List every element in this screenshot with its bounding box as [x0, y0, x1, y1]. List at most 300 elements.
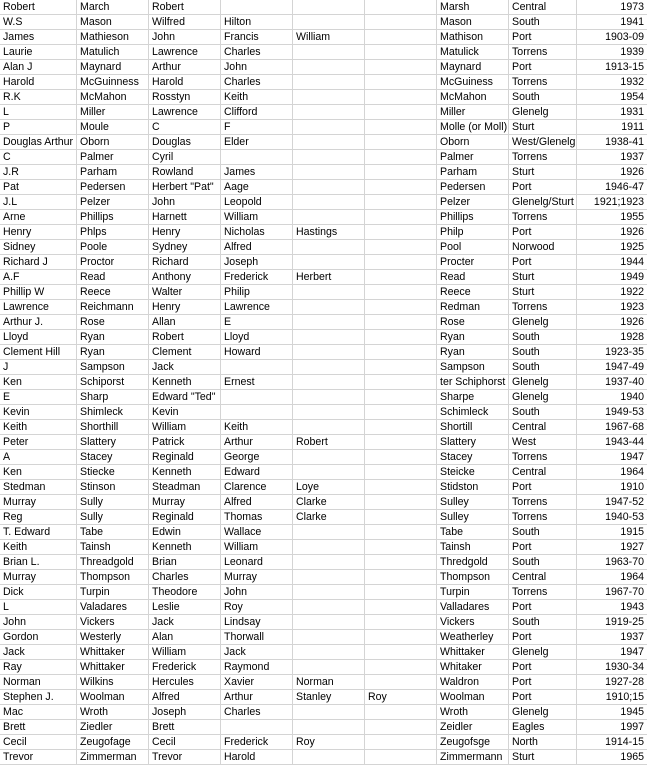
registered-surname-cell[interactable]: Rose [437, 315, 509, 330]
club-cell[interactable]: Glenelg [509, 315, 577, 330]
registered-surname-cell[interactable]: Sharpe [437, 390, 509, 405]
surname-cell[interactable]: Reichmann [77, 300, 149, 315]
third-name-cell[interactable] [293, 525, 365, 540]
year-cell[interactable]: 1925 [577, 240, 647, 255]
surname-cell[interactable]: Oborn [77, 135, 149, 150]
surname-cell[interactable]: Whittaker [77, 645, 149, 660]
second-name-cell[interactable]: Joseph [221, 255, 293, 270]
third-name-cell[interactable]: Stanley [293, 690, 365, 705]
first-name-cell[interactable]: Clement [149, 345, 221, 360]
fourth-name-cell[interactable] [365, 120, 437, 135]
second-name-cell[interactable]: John [221, 60, 293, 75]
fourth-name-cell[interactable] [365, 315, 437, 330]
fourth-name-cell[interactable] [365, 570, 437, 585]
year-cell[interactable]: 1923-35 [577, 345, 647, 360]
third-name-cell[interactable] [293, 375, 365, 390]
surname-cell[interactable]: Read [77, 270, 149, 285]
surname-cell[interactable]: Whittaker [77, 660, 149, 675]
club-cell[interactable]: Glenelg/Sturt [509, 195, 577, 210]
given-name-cell[interactable]: Phillip W [0, 285, 77, 300]
first-name-cell[interactable]: Edward "Ted" [149, 390, 221, 405]
third-name-cell[interactable]: Clarke [293, 495, 365, 510]
surname-cell[interactable]: Sampson [77, 360, 149, 375]
first-name-cell[interactable]: Murray [149, 495, 221, 510]
second-name-cell[interactable]: Francis [221, 30, 293, 45]
fourth-name-cell[interactable] [365, 465, 437, 480]
third-name-cell[interactable] [293, 240, 365, 255]
given-name-cell[interactable]: Alan J [0, 60, 77, 75]
surname-cell[interactable]: Shimleck [77, 405, 149, 420]
given-name-cell[interactable]: Brett [0, 720, 77, 735]
third-name-cell[interactable] [293, 90, 365, 105]
surname-cell[interactable]: Matulich [77, 45, 149, 60]
club-cell[interactable]: South [509, 15, 577, 30]
registered-surname-cell[interactable]: Miller [437, 105, 509, 120]
second-name-cell[interactable]: Thomas [221, 510, 293, 525]
second-name-cell[interactable]: Leonard [221, 555, 293, 570]
first-name-cell[interactable]: Harold [149, 75, 221, 90]
year-cell[interactable]: 1932 [577, 75, 647, 90]
given-name-cell[interactable]: Cecil [0, 735, 77, 750]
third-name-cell[interactable] [293, 600, 365, 615]
club-cell[interactable]: Torrens [509, 495, 577, 510]
club-cell[interactable]: Glenelg [509, 390, 577, 405]
surname-cell[interactable]: Valadares [77, 600, 149, 615]
registered-surname-cell[interactable]: Redman [437, 300, 509, 315]
third-name-cell[interactable] [293, 705, 365, 720]
year-cell[interactable]: 1949-53 [577, 405, 647, 420]
year-cell[interactable]: 1927 [577, 540, 647, 555]
second-name-cell[interactable]: Nicholas [221, 225, 293, 240]
first-name-cell[interactable]: Joseph [149, 705, 221, 720]
third-name-cell[interactable] [293, 390, 365, 405]
third-name-cell[interactable] [293, 720, 365, 735]
club-cell[interactable]: Port [509, 675, 577, 690]
registered-surname-cell[interactable]: Read [437, 270, 509, 285]
club-cell[interactable]: Torrens [509, 585, 577, 600]
club-cell[interactable]: South [509, 330, 577, 345]
given-name-cell[interactable]: Harold [0, 75, 77, 90]
year-cell[interactable]: 1947-49 [577, 360, 647, 375]
second-name-cell[interactable]: Alfred [221, 495, 293, 510]
second-name-cell[interactable]: William [221, 210, 293, 225]
first-name-cell[interactable]: Jack [149, 615, 221, 630]
year-cell[interactable]: 1947 [577, 645, 647, 660]
surname-cell[interactable]: Stinson [77, 480, 149, 495]
second-name-cell[interactable]: Thorwall [221, 630, 293, 645]
first-name-cell[interactable]: Kenneth [149, 375, 221, 390]
fourth-name-cell[interactable] [365, 375, 437, 390]
club-cell[interactable]: Sturt [509, 270, 577, 285]
registered-surname-cell[interactable]: Thredgold [437, 555, 509, 570]
year-cell[interactable]: 1955 [577, 210, 647, 225]
first-name-cell[interactable]: John [149, 30, 221, 45]
third-name-cell[interactable] [293, 285, 365, 300]
second-name-cell[interactable]: William [221, 540, 293, 555]
second-name-cell[interactable]: Arthur [221, 435, 293, 450]
registered-surname-cell[interactable]: Pedersen [437, 180, 509, 195]
club-cell[interactable]: Port [509, 480, 577, 495]
third-name-cell[interactable] [293, 465, 365, 480]
given-name-cell[interactable]: E [0, 390, 77, 405]
second-name-cell[interactable] [221, 0, 293, 15]
surname-cell[interactable]: Stacey [77, 450, 149, 465]
third-name-cell[interactable] [293, 450, 365, 465]
fourth-name-cell[interactable] [365, 600, 437, 615]
fourth-name-cell[interactable] [365, 30, 437, 45]
club-cell[interactable]: Sturt [509, 120, 577, 135]
club-cell[interactable]: South [509, 405, 577, 420]
year-cell[interactable]: 1965 [577, 750, 647, 765]
surname-cell[interactable]: Phlps [77, 225, 149, 240]
fourth-name-cell[interactable] [365, 405, 437, 420]
fourth-name-cell[interactable] [365, 495, 437, 510]
second-name-cell[interactable] [221, 150, 293, 165]
club-cell[interactable]: Port [509, 60, 577, 75]
third-name-cell[interactable] [293, 45, 365, 60]
club-cell[interactable]: Central [509, 570, 577, 585]
registered-surname-cell[interactable]: Ryan [437, 330, 509, 345]
surname-cell[interactable]: McMahon [77, 90, 149, 105]
given-name-cell[interactable]: John [0, 615, 77, 630]
club-cell[interactable]: Torrens [509, 450, 577, 465]
third-name-cell[interactable] [293, 105, 365, 120]
fourth-name-cell[interactable] [365, 210, 437, 225]
fourth-name-cell[interactable] [365, 480, 437, 495]
club-cell[interactable]: South [509, 615, 577, 630]
third-name-cell[interactable] [293, 540, 365, 555]
given-name-cell[interactable]: Arne [0, 210, 77, 225]
fourth-name-cell[interactable] [365, 75, 437, 90]
year-cell[interactable]: 1937-40 [577, 375, 647, 390]
registered-surname-cell[interactable]: Sulley [437, 495, 509, 510]
third-name-cell[interactable] [293, 135, 365, 150]
second-name-cell[interactable]: Elder [221, 135, 293, 150]
registered-surname-cell[interactable]: Thompson [437, 570, 509, 585]
registered-surname-cell[interactable]: Weatherley [437, 630, 509, 645]
second-name-cell[interactable]: E [221, 315, 293, 330]
given-name-cell[interactable]: Henry [0, 225, 77, 240]
year-cell[interactable]: 1940 [577, 390, 647, 405]
second-name-cell[interactable]: James [221, 165, 293, 180]
second-name-cell[interactable]: Philip [221, 285, 293, 300]
year-cell[interactable]: 1926 [577, 315, 647, 330]
given-name-cell[interactable]: J [0, 360, 77, 375]
second-name-cell[interactable]: Alfred [221, 240, 293, 255]
fourth-name-cell[interactable] [365, 390, 437, 405]
registered-surname-cell[interactable]: Zeugofsge [437, 735, 509, 750]
first-name-cell[interactable]: Anthony [149, 270, 221, 285]
given-name-cell[interactable]: Laurie [0, 45, 77, 60]
year-cell[interactable]: 1915 [577, 525, 647, 540]
third-name-cell[interactable] [293, 555, 365, 570]
fourth-name-cell[interactable] [365, 660, 437, 675]
given-name-cell[interactable]: Lawrence [0, 300, 77, 315]
first-name-cell[interactable]: Frederick [149, 660, 221, 675]
fourth-name-cell[interactable] [365, 60, 437, 75]
first-name-cell[interactable]: Brian [149, 555, 221, 570]
second-name-cell[interactable]: Keith [221, 420, 293, 435]
second-name-cell[interactable]: Arthur [221, 690, 293, 705]
fourth-name-cell[interactable] [365, 90, 437, 105]
registered-surname-cell[interactable]: Woolman [437, 690, 509, 705]
year-cell[interactable]: 1967-70 [577, 585, 647, 600]
second-name-cell[interactable]: Wallace [221, 525, 293, 540]
club-cell[interactable]: Sturt [509, 165, 577, 180]
second-name-cell[interactable]: Jack [221, 645, 293, 660]
registered-surname-cell[interactable]: Reece [437, 285, 509, 300]
year-cell[interactable]: 1927-28 [577, 675, 647, 690]
second-name-cell[interactable]: Raymond [221, 660, 293, 675]
third-name-cell[interactable] [293, 345, 365, 360]
first-name-cell[interactable]: William [149, 645, 221, 660]
first-name-cell[interactable]: Douglas [149, 135, 221, 150]
third-name-cell[interactable] [293, 750, 365, 765]
second-name-cell[interactable]: Roy [221, 600, 293, 615]
first-name-cell[interactable]: Cyril [149, 150, 221, 165]
surname-cell[interactable]: Thompson [77, 570, 149, 585]
fourth-name-cell[interactable] [365, 450, 437, 465]
given-name-cell[interactable]: Richard J [0, 255, 77, 270]
first-name-cell[interactable]: Alfred [149, 690, 221, 705]
fourth-name-cell[interactable] [365, 225, 437, 240]
given-name-cell[interactable]: Ray [0, 660, 77, 675]
registered-surname-cell[interactable]: Palmer [437, 150, 509, 165]
first-name-cell[interactable]: C [149, 120, 221, 135]
registered-surname-cell[interactable]: Procter [437, 255, 509, 270]
year-cell[interactable]: 1944 [577, 255, 647, 270]
club-cell[interactable]: Port [509, 660, 577, 675]
given-name-cell[interactable]: A [0, 450, 77, 465]
given-name-cell[interactable]: Dick [0, 585, 77, 600]
year-cell[interactable]: 1910 [577, 480, 647, 495]
first-name-cell[interactable]: Theodore [149, 585, 221, 600]
surname-cell[interactable]: Sully [77, 510, 149, 525]
fourth-name-cell[interactable] [365, 510, 437, 525]
second-name-cell[interactable]: Ernest [221, 375, 293, 390]
given-name-cell[interactable]: James [0, 30, 77, 45]
given-name-cell[interactable]: Ken [0, 465, 77, 480]
first-name-cell[interactable]: Reginald [149, 450, 221, 465]
year-cell[interactable]: 1947 [577, 450, 647, 465]
first-name-cell[interactable]: Harnett [149, 210, 221, 225]
given-name-cell[interactable]: Gordon [0, 630, 77, 645]
year-cell[interactable]: 1914-15 [577, 735, 647, 750]
fourth-name-cell[interactable] [365, 540, 437, 555]
fourth-name-cell[interactable] [365, 45, 437, 60]
surname-cell[interactable]: Pelzer [77, 195, 149, 210]
fourth-name-cell[interactable] [365, 360, 437, 375]
surname-cell[interactable]: Westerly [77, 630, 149, 645]
year-cell[interactable]: 1954 [577, 90, 647, 105]
third-name-cell[interactable] [293, 615, 365, 630]
registered-surname-cell[interactable]: Sampson [437, 360, 509, 375]
first-name-cell[interactable]: Cecil [149, 735, 221, 750]
club-cell[interactable]: Central [509, 420, 577, 435]
year-cell[interactable]: 1928 [577, 330, 647, 345]
club-cell[interactable]: Central [509, 465, 577, 480]
registered-surname-cell[interactable]: Ryan [437, 345, 509, 360]
registered-surname-cell[interactable]: Whitaker [437, 660, 509, 675]
first-name-cell[interactable]: Hercules [149, 675, 221, 690]
given-name-cell[interactable]: Stedman [0, 480, 77, 495]
club-cell[interactable]: Sturt [509, 750, 577, 765]
registered-surname-cell[interactable]: Phillips [437, 210, 509, 225]
surname-cell[interactable]: Zeugofage [77, 735, 149, 750]
first-name-cell[interactable]: Herbert "Pat" [149, 180, 221, 195]
first-name-cell[interactable]: Arthur [149, 60, 221, 75]
registered-surname-cell[interactable]: Parham [437, 165, 509, 180]
club-cell[interactable]: Port [509, 540, 577, 555]
club-cell[interactable]: Port [509, 225, 577, 240]
second-name-cell[interactable]: Frederick [221, 735, 293, 750]
club-cell[interactable]: South [509, 345, 577, 360]
third-name-cell[interactable]: Hastings [293, 225, 365, 240]
fourth-name-cell[interactable] [365, 675, 437, 690]
registered-surname-cell[interactable]: Tabe [437, 525, 509, 540]
given-name-cell[interactable]: C [0, 150, 77, 165]
club-cell[interactable]: Glenelg [509, 645, 577, 660]
fourth-name-cell[interactable] [365, 285, 437, 300]
first-name-cell[interactable]: Henry [149, 225, 221, 240]
registered-surname-cell[interactable]: Oborn [437, 135, 509, 150]
third-name-cell[interactable]: Norman [293, 675, 365, 690]
year-cell[interactable]: 1903-09 [577, 30, 647, 45]
third-name-cell[interactable] [293, 15, 365, 30]
fourth-name-cell[interactable] [365, 420, 437, 435]
club-cell[interactable]: Torrens [509, 300, 577, 315]
year-cell[interactable]: 1938-41 [577, 135, 647, 150]
year-cell[interactable]: 1926 [577, 225, 647, 240]
surname-cell[interactable]: Palmer [77, 150, 149, 165]
year-cell[interactable]: 1923 [577, 300, 647, 315]
surname-cell[interactable]: Tabe [77, 525, 149, 540]
year-cell[interactable]: 1941 [577, 15, 647, 30]
given-name-cell[interactable]: Reg [0, 510, 77, 525]
fourth-name-cell[interactable] [365, 240, 437, 255]
club-cell[interactable]: Port [509, 690, 577, 705]
third-name-cell[interactable] [293, 120, 365, 135]
given-name-cell[interactable]: T. Edward [0, 525, 77, 540]
surname-cell[interactable]: Vickers [77, 615, 149, 630]
year-cell[interactable]: 1946-47 [577, 180, 647, 195]
year-cell[interactable]: 1937 [577, 630, 647, 645]
first-name-cell[interactable]: Rosstyn [149, 90, 221, 105]
surname-cell[interactable]: Parham [77, 165, 149, 180]
second-name-cell[interactable]: Frederick [221, 270, 293, 285]
first-name-cell[interactable]: Richard [149, 255, 221, 270]
given-name-cell[interactable]: Murray [0, 570, 77, 585]
second-name-cell[interactable] [221, 405, 293, 420]
surname-cell[interactable]: March [77, 0, 149, 15]
first-name-cell[interactable]: Wilfred [149, 15, 221, 30]
second-name-cell[interactable]: Keith [221, 90, 293, 105]
third-name-cell[interactable] [293, 330, 365, 345]
first-name-cell[interactable]: Kenneth [149, 465, 221, 480]
year-cell[interactable]: 1963-70 [577, 555, 647, 570]
registered-surname-cell[interactable]: Shortill [437, 420, 509, 435]
given-name-cell[interactable]: Murray [0, 495, 77, 510]
second-name-cell[interactable]: Charles [221, 45, 293, 60]
third-name-cell[interactable]: Roy [293, 735, 365, 750]
given-name-cell[interactable]: J.R [0, 165, 77, 180]
second-name-cell[interactable]: Howard [221, 345, 293, 360]
second-name-cell[interactable]: Murray [221, 570, 293, 585]
second-name-cell[interactable]: Xavier [221, 675, 293, 690]
club-cell[interactable]: Eagles [509, 720, 577, 735]
fourth-name-cell[interactable] [365, 615, 437, 630]
fourth-name-cell[interactable] [365, 255, 437, 270]
third-name-cell[interactable] [293, 585, 365, 600]
second-name-cell[interactable]: F [221, 120, 293, 135]
second-name-cell[interactable]: George [221, 450, 293, 465]
year-cell[interactable]: 1940-53 [577, 510, 647, 525]
fourth-name-cell[interactable] [365, 720, 437, 735]
registered-surname-cell[interactable]: Wroth [437, 705, 509, 720]
registered-surname-cell[interactable]: Waldron [437, 675, 509, 690]
year-cell[interactable]: 1922 [577, 285, 647, 300]
registered-surname-cell[interactable]: Matulick [437, 45, 509, 60]
club-cell[interactable]: North [509, 735, 577, 750]
year-cell[interactable]: 1921;1923 [577, 195, 647, 210]
third-name-cell[interactable]: Robert [293, 435, 365, 450]
fourth-name-cell[interactable] [365, 330, 437, 345]
year-cell[interactable]: 1939 [577, 45, 647, 60]
given-name-cell[interactable]: P [0, 120, 77, 135]
club-cell[interactable]: South [509, 360, 577, 375]
fourth-name-cell[interactable] [365, 555, 437, 570]
given-name-cell[interactable]: A.F [0, 270, 77, 285]
registered-surname-cell[interactable]: Valladares [437, 600, 509, 615]
surname-cell[interactable]: Sully [77, 495, 149, 510]
club-cell[interactable]: Port [509, 255, 577, 270]
surname-cell[interactable]: Zimmerman [77, 750, 149, 765]
third-name-cell[interactable] [293, 0, 365, 15]
fourth-name-cell[interactable]: Roy [365, 690, 437, 705]
registered-surname-cell[interactable]: Stidston [437, 480, 509, 495]
surname-cell[interactable]: Poole [77, 240, 149, 255]
third-name-cell[interactable] [293, 60, 365, 75]
first-name-cell[interactable]: Lawrence [149, 105, 221, 120]
surname-cell[interactable]: Reece [77, 285, 149, 300]
third-name-cell[interactable] [293, 255, 365, 270]
given-name-cell[interactable]: Stephen J. [0, 690, 77, 705]
fourth-name-cell[interactable] [365, 270, 437, 285]
surname-cell[interactable]: Rose [77, 315, 149, 330]
club-cell[interactable]: West [509, 435, 577, 450]
first-name-cell[interactable]: Leslie [149, 600, 221, 615]
year-cell[interactable]: 1967-68 [577, 420, 647, 435]
club-cell[interactable]: Port [509, 180, 577, 195]
year-cell[interactable]: 1937 [577, 150, 647, 165]
fourth-name-cell[interactable] [365, 345, 437, 360]
surname-cell[interactable]: Slattery [77, 435, 149, 450]
surname-cell[interactable]: Pedersen [77, 180, 149, 195]
registered-surname-cell[interactable]: Maynard [437, 60, 509, 75]
first-name-cell[interactable]: Allan [149, 315, 221, 330]
second-name-cell[interactable]: Lawrence [221, 300, 293, 315]
surname-cell[interactable]: Tainsh [77, 540, 149, 555]
surname-cell[interactable]: Wilkins [77, 675, 149, 690]
surname-cell[interactable]: Mathieson [77, 30, 149, 45]
year-cell[interactable]: 1973 [577, 0, 647, 15]
given-name-cell[interactable]: W.S [0, 15, 77, 30]
fourth-name-cell[interactable] [365, 135, 437, 150]
year-cell[interactable]: 1964 [577, 465, 647, 480]
year-cell[interactable]: 1911 [577, 120, 647, 135]
year-cell[interactable]: 1964 [577, 570, 647, 585]
surname-cell[interactable]: Ryan [77, 330, 149, 345]
